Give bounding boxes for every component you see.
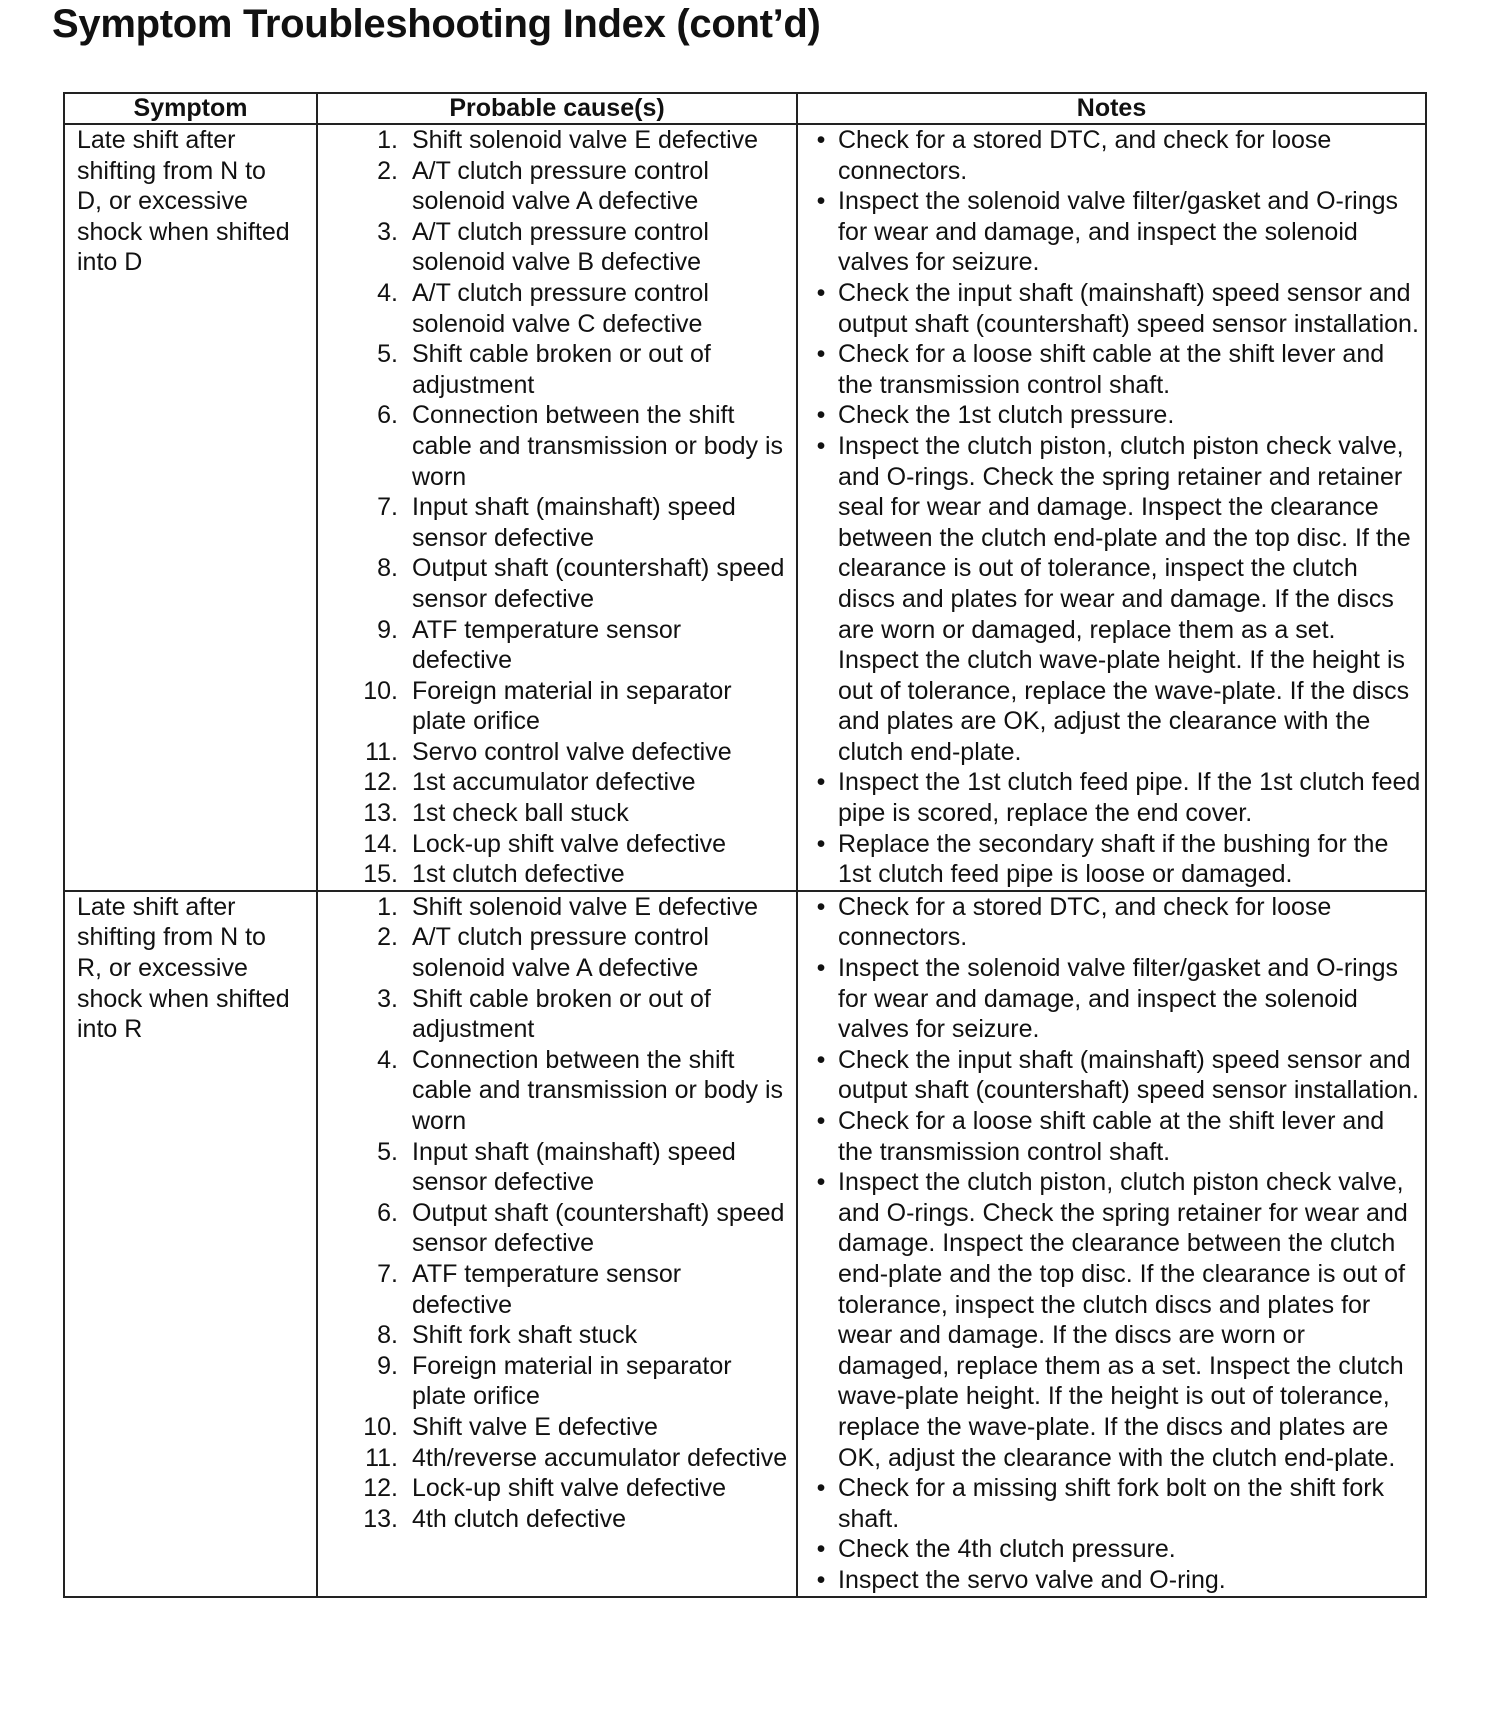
cause-number: 15 . [318, 859, 404, 890]
bullet-icon: • [816, 829, 826, 858]
cause-item [318, 553, 788, 614]
note-text: Inspect the clutch piston, clutch piston check valve, and O-rings. Check the spring retainer and retainer seal for wear and damage. Inspect the clearance between the clutch end-plate and the top disc. If the clearance is out of tolerance, inspect the clutch discs and plates for wear and damage. If the discs are worn or damaged, replace them as a set. Inspect the clutch wave-plate height. If the height is out of tolerance, replace the wave-plate. If the discs and plates are OK, adjust the clearance with the clutch end-plate. [838, 431, 1411, 766]
note-text: Inspect the servo valve and O-ring. [838, 1565, 1226, 1594]
cause-number: 13 . [318, 1504, 404, 1535]
cause-list [318, 125, 788, 890]
cause-text: Shift solenoid valve E defective [412, 126, 759, 154]
cause-text: A/T clutch pressure control solenoid valve B defective [412, 217, 709, 277]
note-text: Inspect the solenoid valve filter/gasket and O-rings for wear and damage, and inspect the solenoid valves for seizure. [838, 187, 1399, 277]
cause-item [318, 1320, 788, 1351]
cause-item [318, 922, 788, 983]
cause-text: A/T clutch pressure control solenoid valve A defective [412, 156, 709, 216]
cause-number: 3 . [318, 217, 404, 278]
note-item [804, 186, 1421, 278]
cause-text: Foreign material in separator plate orifice [412, 1351, 732, 1411]
cause-number: 1 . [318, 892, 404, 923]
cause-number: 12 . [318, 1473, 404, 1504]
cause-number: 1 . [318, 125, 404, 156]
cause-item [318, 798, 788, 829]
cause-number: 2 . [318, 156, 404, 217]
table-header-row [64, 93, 1426, 124]
table-row [64, 891, 1426, 1597]
note-text: Check the 1st clutch pressure. [838, 401, 1175, 430]
cause-text: A/T clutch pressure control solenoid valve A defective [412, 923, 709, 983]
cause-text: A/T clutch pressure control solenoid valve C defective [412, 278, 709, 338]
cause-text: Lock-up shift valve defective [412, 829, 727, 858]
note-item [804, 829, 1421, 890]
cause-number: 6 . [318, 1198, 404, 1259]
cause-item [318, 1198, 788, 1259]
troubleshooting-table [63, 92, 1427, 1598]
cause-text: Input shaft (mainshaft) speed sensor defective [412, 493, 736, 552]
cause-item [318, 125, 788, 156]
cause-number: 10 . [318, 676, 404, 737]
cause-number: 5 . [318, 1137, 404, 1198]
cause-item [318, 492, 788, 553]
cause-item [318, 829, 788, 860]
note-item [804, 1473, 1421, 1534]
note-item [804, 1106, 1421, 1167]
cause-item [318, 615, 788, 676]
note-text: Check the 4th clutch pressure. [838, 1535, 1176, 1564]
cause-item [318, 339, 788, 400]
cause-number: 14 . [318, 829, 404, 860]
cause-text: Shift fork shaft stuck [412, 1321, 638, 1350]
note-item [804, 400, 1421, 431]
cause-text: Connection between the shift cable and transmission or body is worn [412, 1045, 784, 1135]
cause-text: Connection between the shift cable and transmission or body is worn [412, 401, 784, 491]
bullet-icon: • [816, 126, 826, 154]
header-probable-causes: Probable cause(s) [317, 93, 797, 124]
note-text: Inspect the 1st clutch feed pipe. If the 1st clutch feed pipe is scored, replace the end cover. [838, 768, 1421, 828]
note-item [804, 892, 1421, 953]
cause-item [318, 217, 788, 278]
symptom-cell: Late shift after shifting from N to R, or excessive shock when shifted into R [64, 891, 317, 1597]
cause-number: 8 . [318, 1320, 404, 1351]
cause-number: 5 . [318, 339, 404, 400]
note-item [804, 125, 1421, 186]
bullet-icon: • [816, 187, 826, 216]
cause-number: 4 . [318, 278, 404, 339]
page-title: Symptom Troubleshooting Index (cont’d) [52, 2, 821, 46]
cause-text: ATF temperature sensor defective [412, 1259, 682, 1319]
cause-item [318, 1351, 788, 1412]
note-item [804, 1167, 1421, 1473]
cause-number: 10 . [318, 1412, 404, 1443]
bullet-icon: • [816, 768, 826, 797]
cause-text: Shift valve E defective [412, 1412, 658, 1441]
note-text: Inspect the clutch piston, clutch piston check valve, and O-rings. Check the spring retainer for wear and damage. Inspect the clearance between the clutch end-plate and the top disc. If the clearance is out of tolerance, inspect the clutch discs and plates for wear and damage. If the discs are worn or damaged, replace them as a set. Inspect the clutch wave-plate height. If the height is out of tolerance, replace the wave-plate. If the discs and plates are OK, adjust the clearance with the clutch end-plate. [838, 1168, 1408, 1472]
bullet-icon: • [816, 1107, 826, 1135]
cause-item [318, 892, 788, 923]
note-item [804, 1565, 1421, 1596]
note-text: Check for a loose shift cable at the shift lever and the transmission control shaft. [838, 340, 1385, 399]
cause-text: Lock-up shift valve defective [412, 1474, 727, 1503]
cause-number: 3 . [318, 984, 404, 1045]
note-item [804, 1534, 1421, 1565]
symptom-cell: Late shift after shifting from N to D, or excessive shock when shifted into D [64, 124, 317, 891]
cause-number: 4 . [318, 1045, 404, 1137]
table-row [64, 124, 1426, 891]
cause-item [318, 859, 788, 890]
bullet-icon: • [816, 278, 826, 307]
note-text: Check the input shaft (mainshaft) speed sensor and output shaft (countershaft) speed sensor installation. [838, 1045, 1419, 1105]
cause-number: 12 . [318, 767, 404, 798]
cause-item [318, 1443, 788, 1474]
cause-number: 9 . [318, 1351, 404, 1412]
cause-text: Input shaft (mainshaft) speed sensor defective [412, 1137, 736, 1197]
cause-text: 1st clutch defective [412, 860, 625, 889]
cause-text: 4th/reverse accumulator defective [412, 1443, 788, 1472]
note-text: Replace the secondary shaft if the bushing for the 1st clutch feed pipe is loose or damaged. [838, 829, 1389, 889]
cause-item [318, 1259, 788, 1320]
cause-number: 7 . [318, 1259, 404, 1320]
bullet-icon: • [816, 892, 826, 921]
cause-item [318, 676, 788, 737]
note-item [804, 339, 1421, 400]
note-text: Check for a loose shift cable at the shift lever and the transmission control shaft. [838, 1107, 1385, 1166]
note-text: Check for a stored DTC, and check for loose connectors. [838, 892, 1332, 952]
bullet-icon: • [816, 431, 826, 460]
cause-item [318, 984, 788, 1045]
cause-text: Shift cable broken or out of adjustment [412, 340, 711, 399]
cause-text: 4th clutch defective [412, 1504, 627, 1533]
cause-number: 11 . [318, 737, 404, 768]
note-text: Check for a missing shift fork bolt on the shift fork shaft. [838, 1474, 1385, 1533]
cause-item [318, 1504, 788, 1535]
cause-text: Foreign material in separator plate orifice [412, 676, 732, 736]
cause-text: Output shaft (countershaft) speed sensor defective [412, 1198, 785, 1258]
note-text: Inspect the solenoid valve filter/gasket and O-rings for wear and damage, and inspect the solenoid valves for seizure. [838, 954, 1399, 1044]
note-text: Check for a stored DTC, and check for loose connectors. [838, 126, 1332, 185]
cause-number: 13 . [318, 798, 404, 829]
notes-cell [797, 124, 1426, 891]
header-symptom: Symptom [64, 93, 317, 124]
probable-causes-cell [317, 124, 797, 891]
bullet-icon: • [816, 1535, 826, 1564]
cause-number: 7 . [318, 492, 404, 553]
notes-list [804, 125, 1421, 890]
cause-item [318, 1473, 788, 1504]
cause-text: Output shaft (countershaft) speed sensor defective [412, 554, 785, 613]
note-item [804, 431, 1421, 768]
cause-text: Shift cable broken or out of adjustment [412, 984, 711, 1044]
cause-text: Shift solenoid valve E defective [412, 892, 759, 921]
cause-item [318, 1045, 788, 1137]
cause-number: 11 . [318, 1443, 404, 1474]
note-item [804, 767, 1421, 828]
cause-item [318, 1412, 788, 1443]
cause-item [318, 1137, 788, 1198]
cause-number: 2 . [318, 922, 404, 983]
header-notes: Notes [797, 93, 1426, 124]
cause-item [318, 737, 788, 768]
cause-text: Servo control valve defective [412, 737, 732, 766]
cause-text: 1st accumulator defective [412, 768, 696, 797]
cause-item [318, 767, 788, 798]
probable-causes-cell [317, 891, 797, 1597]
bullet-icon: • [816, 401, 826, 430]
notes-list [804, 892, 1421, 1596]
note-item [804, 278, 1421, 339]
cause-number: 8 . [318, 553, 404, 614]
cause-number: 9 . [318, 615, 404, 676]
notes-cell [797, 891, 1426, 1597]
cause-item [318, 400, 788, 492]
note-item [804, 1045, 1421, 1106]
bullet-icon: • [816, 954, 826, 983]
cause-text: ATF temperature sensor defective [412, 615, 682, 675]
cause-item [318, 278, 788, 339]
bullet-icon: • [816, 1565, 826, 1594]
bullet-icon: • [816, 340, 826, 369]
note-text: Check the input shaft (mainshaft) speed sensor and output shaft (countershaft) speed sensor installation. [838, 278, 1419, 338]
note-item [804, 953, 1421, 1045]
bullet-icon: • [816, 1168, 826, 1197]
bullet-icon: • [816, 1045, 826, 1074]
bullet-icon: • [816, 1474, 826, 1503]
cause-number: 6 . [318, 400, 404, 492]
cause-list [318, 892, 788, 1534]
cause-item [318, 156, 788, 217]
cause-text: 1st check ball stuck [412, 799, 629, 828]
